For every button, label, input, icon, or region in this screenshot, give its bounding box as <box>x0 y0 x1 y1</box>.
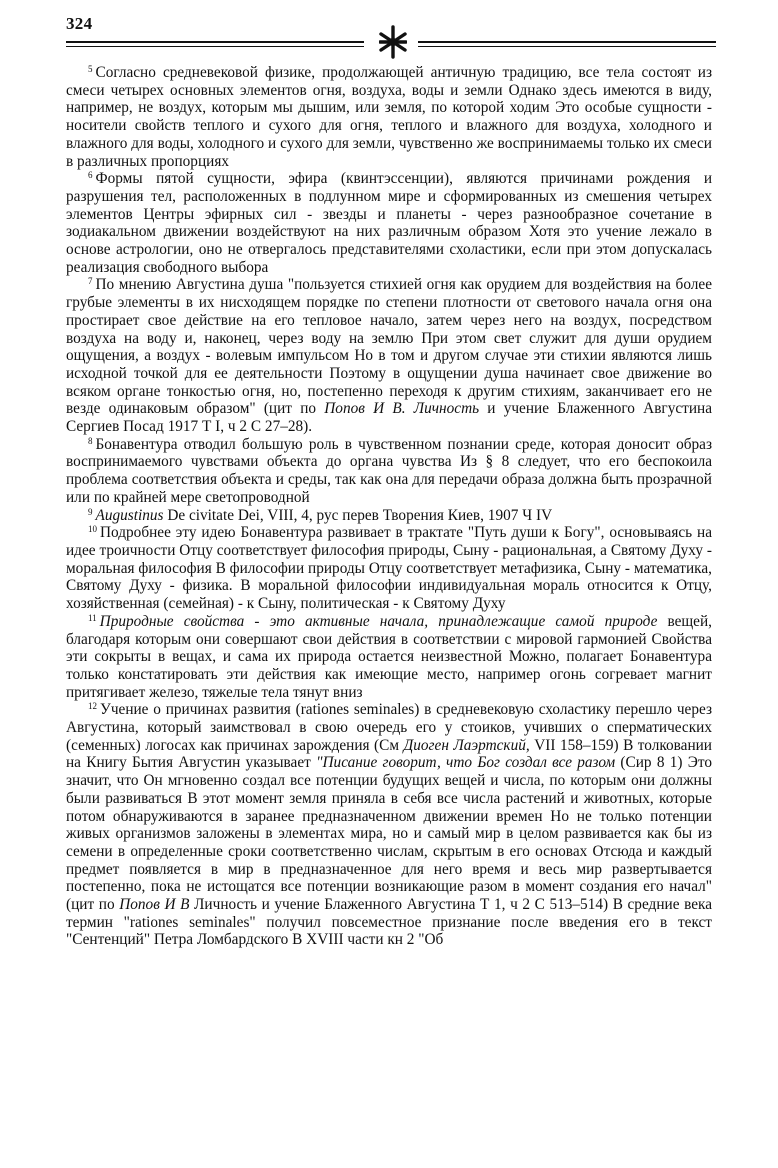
italic-text: Природные свойства - это активные начала, принадлежащие самой природе <box>99 612 658 630</box>
note-text: Учение о причинах развития (rationes seminales) в средневековую схоластику перешло через Августина, который заимствовал в свою очередь его у стоиков, учивших о сперматических (семенных) логосах как причинах зарождения (См <box>66 701 712 754</box>
note-text: По мнению Августина душа "пользуется стихией огня как орудием для воздействия на более грубые элементы в их нисходящем порядке по степени плотности от светового начала огня она простирает свое действие на его тепловое начало, затем через него на воздух, посредством воздуха на воду и, наконец, через воду на землю При этом свет служит для души орудием ощущения, а воздух - волевым импульсом Но в том и другом случае эти стихии являются лишь исходной точкой для ее деятельности Поэтому в ощущении душа начинает свое движение во всяком органе тонкостью огня, но, постепенно переходя к другим стихиям, заканчивает его не везде одинаковым образом" (цит по <box>66 276 712 418</box>
note-text: Личность и учение Блаженного Августина Т 1, ч 2 С 513–514) В средние века термин "rationes seminales" получил повсеместное признание после введения его в текст "Сентенций" Петра Ломбардского В XVIII части кн 2 "Об <box>66 896 712 949</box>
footnote-marker: 12 <box>88 701 97 712</box>
footnote-11 <box>66 613 712 702</box>
footnote-12 <box>66 701 712 949</box>
note-text: Формы пятой сущности, эфира (квинтэссенции), являются причинами рождения и разрушения тел, расположенных в подлунном мире и сформированных из смешения четырех элементов Центры эфирных сил - звезды и планеты - через разнообразное сочетание в зодиакальном движении воздействуют на них различным образом Хотя это учение лежало в основе астрологии, оно не отвергалось представителями схоластики, если при этом допускалась реализация свободного выбора <box>66 170 712 276</box>
header-rule <box>66 38 716 50</box>
note-text: (Сир 8 1) Это значит, что Он мгновенно создал все потенции будущих вещей и числа, по которым они должны были развиваться В этот момент земля приняла в себя все числа растений и животных, которые потом обнаруживаются в заранее предназначенном движении времен Но не только потенции живых организмов заложены в элементах мира, но и самый мир в целом развивается как бы из семени в определенные сроки соответственно числам, скрытым в его основах Отсюда и каждый предмет появляется в мир в предназначенное для него время и весь мир развертывается постепенно, пока не истощатся все потенции возникающие разом в момент создания его начал" (цит по <box>66 754 712 914</box>
rule-left <box>66 41 364 47</box>
footnotes-block <box>66 64 712 949</box>
note-text: VII 158–159) В толковании на Книгу Бытия Августин указывает <box>66 736 712 772</box>
rule-right <box>418 41 716 47</box>
note-text: Согласно средневековой физике, продолжающей античную традицию, все тела состоят из смеси четырех основных элементов огня, воздуха, воды и земли Однако здесь имеются в виду, например, не воздух, которым мы дышим, или земля, по которой ходим Это особые сущности - носители свойств теплого и сухого для огня, теплого и влажного для воздуха, холодного и влажного для воды, холодного и сухого для земли, чувственно же воспринимаемы только их смеси в различных пропорциях <box>66 64 712 170</box>
note-text: De civitate Dei, VIII, 4, рус перев Творения Киев, 1907 Ч IV <box>163 506 553 524</box>
italic-text: Попов И В <box>119 896 190 914</box>
footnote-10 <box>66 524 712 613</box>
note-text: Подробнее эту идею Бонавентура развивает в трактате "Путь души к Богу", основываясь на идее троичности Отцу соответствует философия природы, Сыну - рациональная, а Святому Духу - моральная философия В философии природы Отцу соответствует метафизика, Сыну - математика, Святому Духу - физика. В моральной философии индивидуальная мораль относится к Отцу, хозяйственная (семейная) - к Сыну, политическая - к Святому Духу <box>66 524 712 613</box>
note-text: и учение Блаженного Августина Сергиев Посад 1917 Т I, ч 2 С 27–28). <box>66 400 712 436</box>
footnote-marker: 7 <box>88 276 93 287</box>
footnote-marker: 10 <box>88 524 97 535</box>
footnote-marker: 5 <box>88 64 93 74</box>
note-text: вещей, благодаря которым они совершают свои действия в соответствии с мировой гармонией Свойства эти сокрыты в вещах, и сама их природа остается неизвестной Можно, полагает Бонавентура только констатировать эти действия как имеющие место, например огонь согревает магнит притягивает железо, тяжелые тела тянут вниз <box>66 612 712 701</box>
footnote-7 <box>66 276 712 435</box>
footnote-5 <box>66 64 712 170</box>
footnote-marker: 6 <box>88 170 93 181</box>
footnote-9 <box>66 507 712 525</box>
page-number: 324 <box>66 14 93 33</box>
note-text: Бонавентура отводил большую роль в чувственном познании среде, которая доносит образ воспринимаемого чувствами объекта до органа чувства Из § 8 следует, что его беспокоила проблема соответствия объекта и среды, так как она для передачи образа должна быть прозрачной или по крайней мере светопроводной <box>66 435 712 506</box>
italic-text: Augustinus <box>95 506 164 524</box>
footnote-6 <box>66 170 712 276</box>
italic-text: Диоген Лаэртский, <box>403 736 530 754</box>
italic-text: "Писание говорит, что Бог создал все разом <box>316 754 616 772</box>
footnote-marker: 11 <box>88 612 97 623</box>
italic-text: Попов И В. Личность <box>324 400 480 418</box>
footnote-marker: 9 <box>88 506 93 517</box>
footnote-8 <box>66 436 712 507</box>
footnote-marker: 8 <box>88 435 93 446</box>
asterisk-ornament-icon <box>379 24 407 60</box>
